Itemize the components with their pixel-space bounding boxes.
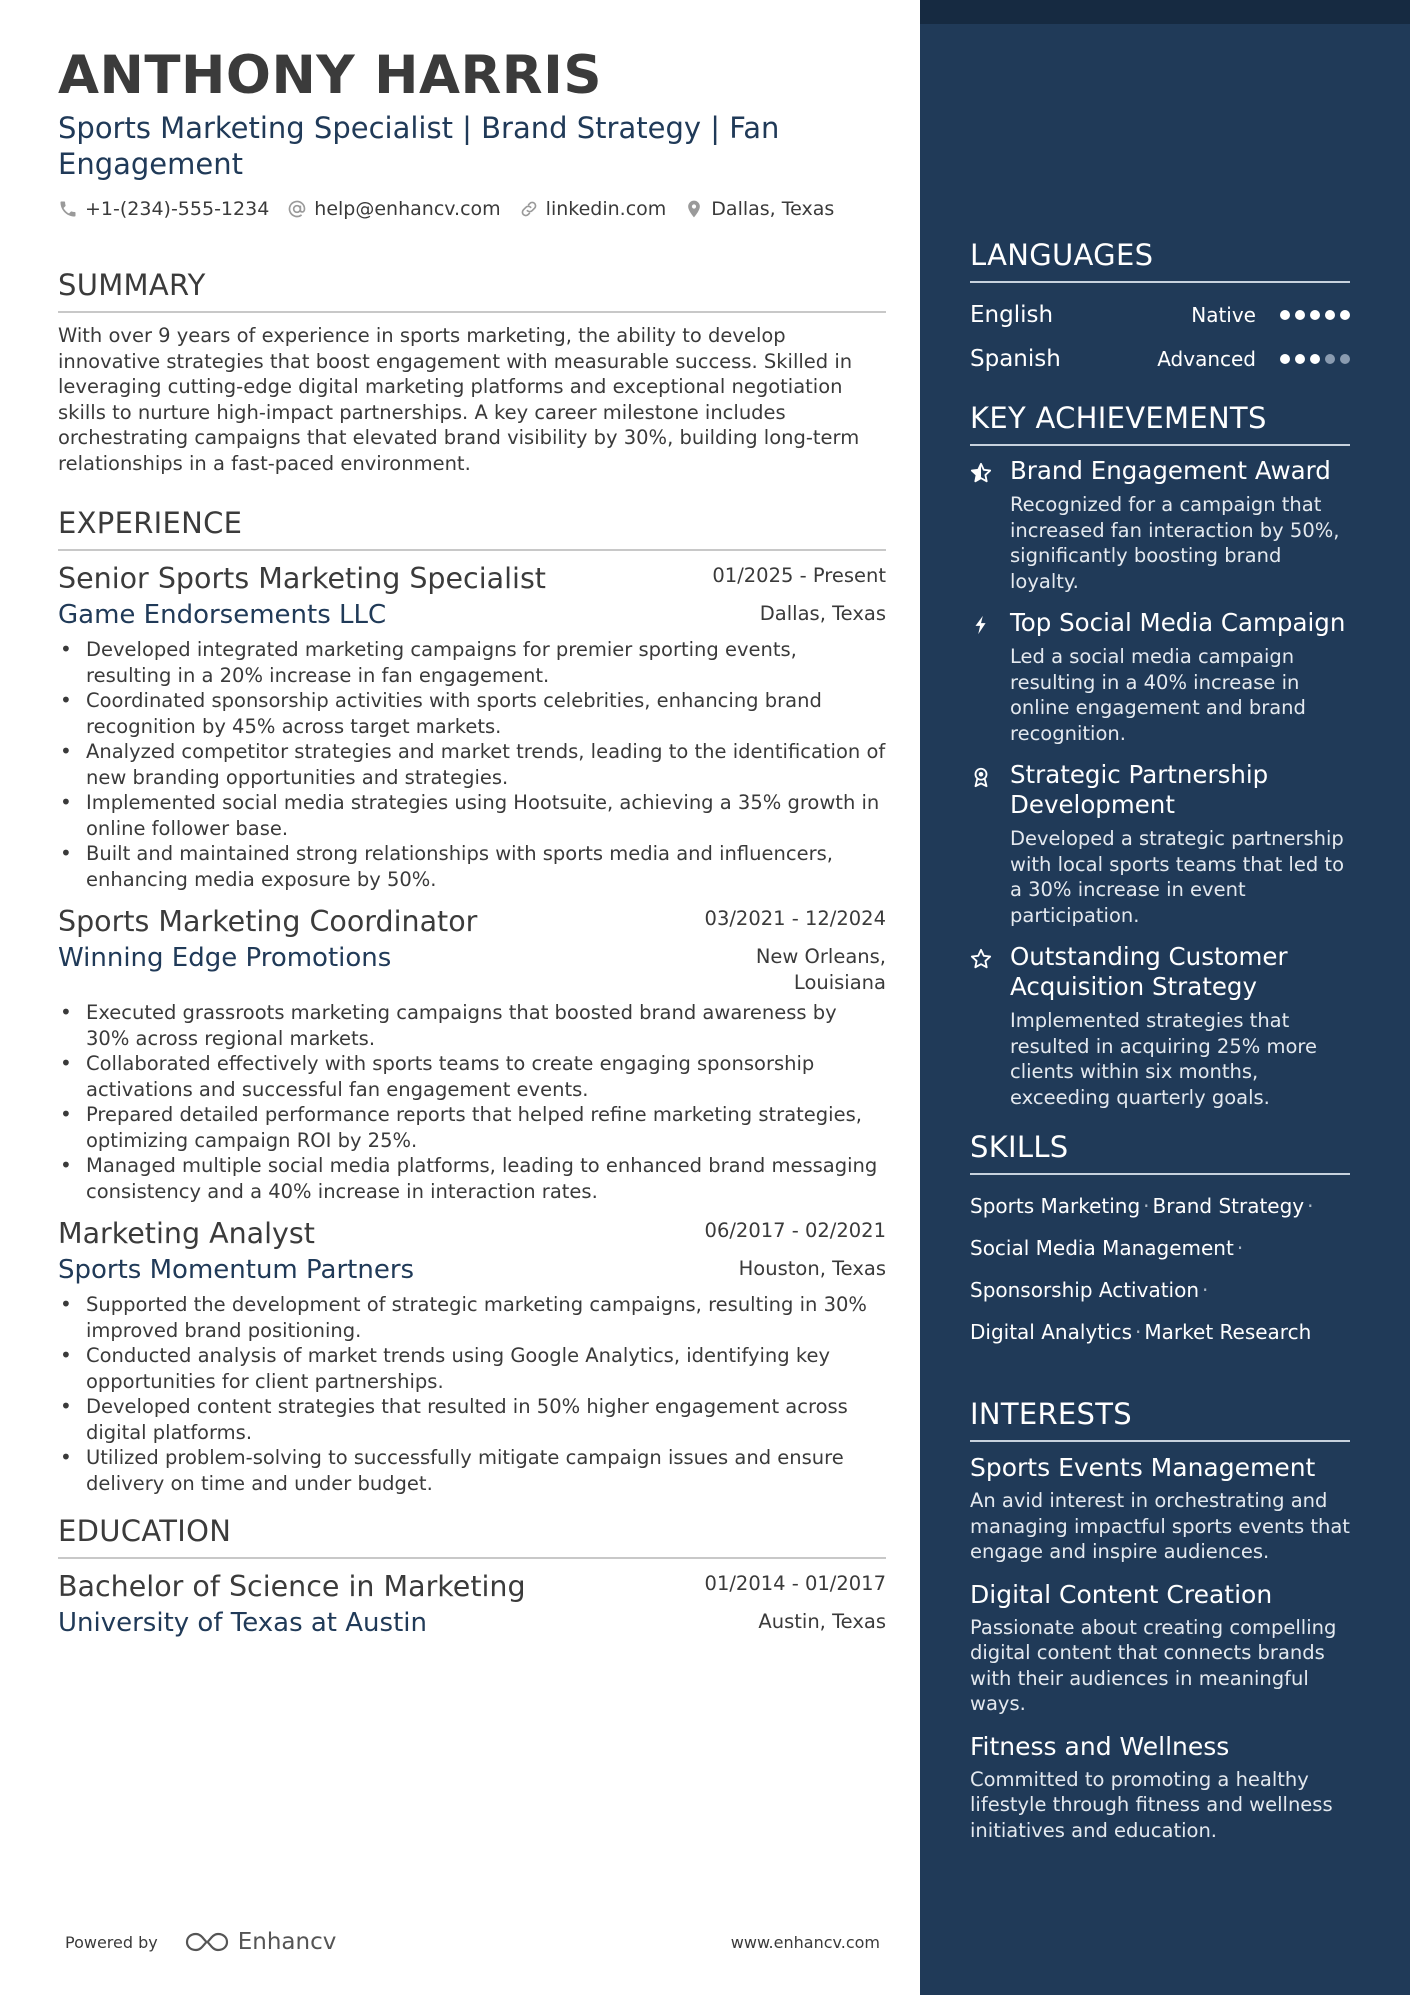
job-title: Marketing Analyst bbox=[58, 1217, 315, 1250]
powered-by bbox=[65, 1929, 336, 1955]
achievement-desc: Recognized for a campaign that increased fan interaction by 50%, significantly boosting brand loyalty. bbox=[1010, 493, 1340, 593]
rating-dot-filled bbox=[1295, 354, 1305, 364]
skill-separator: · bbox=[1143, 1194, 1150, 1218]
summary-text: With over 9 years of experience in sports marketing, the ability to develop innovative strategies that boost engagement with measurable success. Skilled in leveraging cutting-edge digital marketing platforms and exceptional negotiation skills to nurture high-impact partnerships. A key career milestone includes orchestrating campaigns that elevated brand visibility by 30%, building long-term relationships in a fast-paced environment. bbox=[58, 324, 860, 475]
interest-item bbox=[970, 1579, 1350, 1717]
candidate-name: ANTHONY HARRIS bbox=[58, 45, 603, 106]
language-name: Spanish bbox=[970, 346, 1061, 372]
contact-linkedin[interactable] bbox=[519, 198, 667, 220]
footer-url[interactable]: www.enhancv.com bbox=[730, 1932, 880, 1952]
at-icon bbox=[287, 199, 307, 219]
language-rating bbox=[1280, 310, 1350, 320]
skills-section bbox=[970, 1130, 1350, 1353]
bullet-item: • Managed multiple social media platforms, leading to enhanced brand messaging consistency and a 40% increase in interaction rates. bbox=[58, 1153, 886, 1204]
rating-dot-filled bbox=[1310, 354, 1320, 364]
interest-title: Digital Content Creation bbox=[970, 1579, 1273, 1609]
bullet-item: • Utilized problem-solving to successfully mitigate campaign issues and ensure delivery on time and under budget. bbox=[58, 1445, 886, 1496]
job-dates: 03/2021 - 12/2024 bbox=[704, 907, 886, 930]
achievement-title: Outstanding Customer Acquisition Strategy bbox=[1010, 942, 1288, 1001]
star-half-icon bbox=[970, 462, 992, 484]
rating-dot-filled bbox=[1280, 310, 1290, 320]
enhancv-logo-icon bbox=[184, 1930, 230, 1954]
language-name: English bbox=[970, 302, 1054, 328]
interests-section bbox=[970, 1397, 1350, 1843]
education-section bbox=[58, 1514, 886, 1641]
experience-section bbox=[58, 506, 886, 1496]
job-location: Houston, Texas bbox=[738, 1257, 886, 1280]
sidebar bbox=[920, 0, 1410, 1995]
rating-dot-filled bbox=[1280, 354, 1290, 364]
company-name: Winning Edge Promotions bbox=[58, 943, 392, 973]
degree-title: Bachelor of Science in Marketing bbox=[58, 1570, 526, 1603]
powered-by-label: Powered by bbox=[65, 1932, 158, 1952]
skill-item: Sports Marketing bbox=[970, 1194, 1141, 1218]
achievement-item bbox=[970, 608, 1350, 746]
education-location: Austin, Texas bbox=[758, 1610, 886, 1633]
rating-dot-filled bbox=[1340, 310, 1350, 320]
job-entry bbox=[58, 1216, 886, 1496]
job-bullets bbox=[58, 1000, 886, 1204]
skill-item: Digital Analytics bbox=[970, 1320, 1133, 1344]
rating-dot-empty bbox=[1340, 354, 1350, 364]
achievement-title: Brand Engagement Award bbox=[1010, 456, 1331, 485]
headline: Sports Marketing Specialist | Brand Strategy | Fan Engagement bbox=[58, 111, 780, 181]
interest-title: Fitness and Wellness bbox=[970, 1731, 1230, 1761]
interest-desc: Committed to promoting a healthy lifestyle through fitness and wellness initiatives and education. bbox=[970, 1767, 1333, 1842]
rating-dot-empty bbox=[1325, 354, 1335, 364]
achievement-desc: Led a social media campaign resulting in a 40% increase in online engagement and brand recognition. bbox=[1010, 645, 1306, 745]
achievements-title: KEY ACHIEVEMENTS bbox=[970, 401, 1350, 446]
contact-phone[interactable] bbox=[58, 198, 269, 220]
interest-item bbox=[970, 1731, 1350, 1844]
skill-item: Brand Strategy bbox=[1152, 1194, 1305, 1218]
bullet-item: • Supported the development of strategic marketing campaigns, resulting in 30% improved brand positioning. bbox=[58, 1292, 886, 1343]
bullet-item: • Conducted analysis of market trends using Google Analytics, identifying key opportunities for client partnerships. bbox=[58, 1343, 886, 1394]
interest-title: Sports Events Management bbox=[970, 1453, 1316, 1482]
summary-title: SUMMARY bbox=[58, 268, 886, 313]
language-level: Advanced bbox=[1157, 347, 1256, 371]
interest-item bbox=[970, 1452, 1350, 1565]
job-location: Dallas, Texas bbox=[759, 602, 886, 625]
footer bbox=[65, 1929, 880, 1955]
skill-item: Social Media Management bbox=[970, 1236, 1234, 1260]
skill-separator: · bbox=[1307, 1194, 1314, 1218]
bullet-item: • Developed integrated marketing campaigns for premier sporting events, resulting in a 20% increase in fan engagement. bbox=[58, 637, 886, 688]
rating-dot-filled bbox=[1325, 310, 1335, 320]
bullet-item: • Coordinated sponsorship activities with sports celebrities, enhancing brand recognition by 45% across target markets. bbox=[58, 688, 886, 739]
skill-line bbox=[970, 1269, 1350, 1311]
education-dates: 01/2014 - 01/2017 bbox=[704, 1572, 886, 1595]
bullet-item: • Built and maintained strong relationships with sports media and influencers, enhancing media exposure by 50%. bbox=[58, 841, 886, 892]
skills-list bbox=[970, 1185, 1350, 1353]
bullet-item: • Collaborated effectively with sports teams to create engaging sponsorship activations and successful fan engagement events. bbox=[58, 1051, 886, 1102]
rating-dot-filled bbox=[1295, 310, 1305, 320]
job-location: New Orleans, Louisiana bbox=[755, 945, 886, 994]
location-text: Dallas, Texas bbox=[711, 198, 835, 220]
skill-item: Market Research bbox=[1144, 1320, 1312, 1344]
achievement-title: Top Social Media Campaign bbox=[1010, 608, 1346, 637]
languages-title: LANGUAGES bbox=[970, 238, 1350, 283]
job-entry bbox=[58, 561, 886, 892]
language-rating bbox=[1280, 354, 1350, 364]
experience-title: EXPERIENCE bbox=[58, 506, 886, 551]
job-dates: 01/2025 - Present bbox=[712, 564, 886, 587]
bullet-item: • Analyzed competitor strategies and market trends, leading to the identification of new branding opportunities and strategies. bbox=[58, 739, 886, 790]
language-row bbox=[970, 337, 1350, 381]
achievement-desc: Developed a strategic partnership with local sports teams that led to a 30% increase in event participation. bbox=[1010, 827, 1345, 927]
enhancv-brand: Enhancv bbox=[237, 1929, 337, 1955]
medal-icon bbox=[970, 766, 992, 788]
linkedin-text: linkedin.com bbox=[545, 198, 667, 220]
bullet-item: • Implemented social media strategies using Hootsuite, achieving a 35% growth in online follower base. bbox=[58, 790, 886, 841]
job-bullets bbox=[58, 1292, 886, 1496]
interest-desc: Passionate about creating compelling digital content that connects brands with their audiences in meaningful ways. bbox=[970, 1615, 1337, 1715]
skill-item: Sponsorship Activation bbox=[970, 1278, 1200, 1302]
summary-section bbox=[58, 268, 886, 476]
phone-text: +1-(234)-555-1234 bbox=[85, 198, 270, 220]
school-name: University of Texas at Austin bbox=[58, 1608, 427, 1638]
contact-location bbox=[684, 198, 834, 220]
achievement-item bbox=[970, 942, 1350, 1110]
language-level: Native bbox=[1191, 303, 1256, 327]
skill-line bbox=[970, 1311, 1350, 1353]
lightning-icon bbox=[970, 614, 992, 636]
skill-line bbox=[970, 1185, 1350, 1227]
skill-separator: · bbox=[1236, 1236, 1244, 1260]
job-title: Sports Marketing Coordinator bbox=[58, 905, 478, 938]
link-icon bbox=[519, 199, 539, 219]
company-name: Game Endorsements LLC bbox=[58, 600, 387, 630]
enhancv-logo[interactable] bbox=[184, 1929, 337, 1955]
job-dates: 06/2017 - 02/2021 bbox=[704, 1219, 886, 1242]
phone-icon bbox=[58, 199, 78, 219]
education-title: EDUCATION bbox=[58, 1514, 886, 1559]
achievement-title: Strategic Partnership Development bbox=[1010, 760, 1269, 819]
bullet-item: • Developed content strategies that resulted in 50% higher engagement across digital platforms. bbox=[58, 1394, 886, 1445]
job-title: Senior Sports Marketing Specialist bbox=[58, 562, 546, 595]
location-pin-icon bbox=[684, 199, 704, 219]
skills-title: SKILLS bbox=[970, 1130, 1350, 1175]
email-text: help@enhancv.com bbox=[314, 198, 501, 220]
achievement-item bbox=[970, 456, 1350, 594]
star-outline-icon bbox=[970, 948, 992, 970]
skill-line bbox=[970, 1227, 1350, 1269]
achievement-desc: Implemented strategies that resulted in acquiring 25% more clients within six months, exceeding quarterly goals. bbox=[1010, 1009, 1317, 1109]
achievements-section bbox=[970, 401, 1350, 1110]
skill-separator: · bbox=[1202, 1278, 1209, 1302]
interest-desc: An avid interest in orchestrating and managing impactful sports events that engage and inspire audiences. bbox=[970, 1489, 1350, 1563]
contact-email[interactable] bbox=[287, 198, 500, 220]
interests-title: INTERESTS bbox=[970, 1397, 1350, 1442]
job-bullets bbox=[58, 637, 886, 892]
bullet-item: • Executed grassroots marketing campaigns that boosted brand awareness by 30% across regional markets. bbox=[58, 1000, 886, 1051]
job-entry bbox=[58, 904, 886, 1204]
language-row bbox=[970, 293, 1350, 337]
bullet-item: • Prepared detailed performance reports that helped refine marketing strategies, optimizing campaign ROI by 25%. bbox=[58, 1102, 886, 1153]
skill-separator: · bbox=[1135, 1320, 1142, 1344]
rating-dot-filled bbox=[1310, 310, 1320, 320]
achievement-item bbox=[970, 760, 1350, 928]
languages-section bbox=[970, 238, 1350, 381]
company-name: Sports Momentum Partners bbox=[58, 1255, 415, 1285]
contact-bar bbox=[58, 198, 886, 220]
